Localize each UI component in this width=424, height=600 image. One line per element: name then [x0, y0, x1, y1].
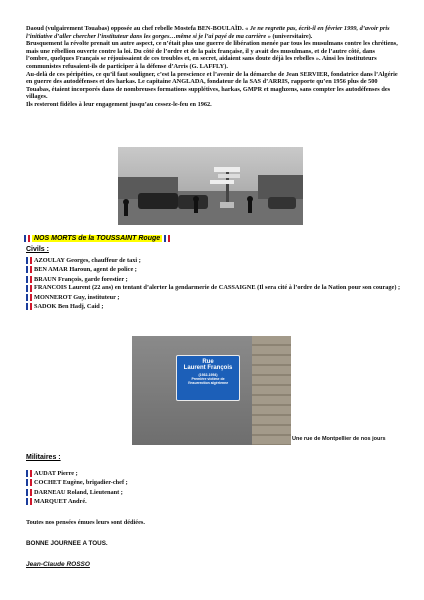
street-sign-photo [132, 336, 291, 445]
historic-photo [118, 147, 303, 225]
section-title: NOS MORTS de la TOUSSAINT Rouge [34, 234, 161, 242]
closing-text: Toutes nos pensées émues leurs sont dédiées. [26, 519, 145, 526]
stone-pillar [252, 336, 291, 445]
french-flag-icon [26, 285, 32, 292]
french-flag-icon [164, 235, 170, 242]
section-title-row [24, 233, 170, 243]
street-scene-image [118, 147, 303, 225]
civils-heading: Civils : [26, 246, 49, 253]
french-flag-icon [26, 470, 32, 477]
french-flag-icon [26, 276, 32, 283]
intro-paragraph-3: Au-delà de ces péripéties, ce qu’il faut souligner, c’est la prescience et l’avenir de la démarche de Jean SERVIER, fondatrice dans l’Algérie en guerre des autodéfenses et des harkas. Le capitaine ANGLADA, fondateur de la SAS d’ARRIS, rapporte qu’en 1956 plus de 500 Touabas, étaient incorporés dans de nombreuses formations supplétives, harkas, GMPR et maghzens, sans compter les autodéfenses des villages. [26, 70, 398, 101]
greeting-text: BONNE JOURNEE A TOUS. [26, 540, 108, 547]
intro-paragraph-2: Brusquement la révolte prenait un autre aspect, ce n’était plus une guerre de libération menée par tous les musulmans contre les chrétiens, mais une rébellion ouverte contre la loi. Du côté de l’ordre et de la paix française, il y avait des musulmans, et de l’autre côté, dans l’ombre, quelques Français se réjouissaient de ces troubles et, en secret, aidaient sans doute déjà les rebelles ». Ainsi les instituteurs communistes refusaient-ils de participer à la défense d’Arris (G. LAFFLY). [26, 40, 398, 70]
french-flag-icon [26, 498, 32, 505]
list-item: SADOK Ben Hadj, Caid ; [26, 302, 406, 311]
intro-text [26, 25, 398, 109]
list-item: COCHET Eugène, brigadier-chef ; [26, 478, 406, 487]
list-item: BRAUN François, garde forestier ; [26, 275, 406, 284]
french-flag-icon [24, 235, 30, 242]
french-flag-icon [26, 489, 32, 496]
list-item: AUDAT Pierre ; [26, 469, 406, 478]
french-flag-icon [26, 303, 32, 310]
list-item: AZOULAY Georges, chauffeur de taxi ; [26, 256, 406, 265]
list-item: DARNEAU Roland, Lieutenant ; [26, 488, 406, 497]
french-flag-icon [26, 294, 32, 301]
intro-paragraph-1: Daoud (vulgairement Touabas) opposée au chef rebelle Mostefa BEN-BOULAÏD. « Je ne regrette pas, écrit-il en février 1999, d’avoir pris l’initiative d’aller chercher l’instituteur dans les gorges…même si je l’ai payé de ma carrière » (universitaire). [26, 25, 390, 40]
french-flag-icon [26, 479, 32, 486]
civils-list [26, 256, 406, 311]
street-sign: Rue Laurent François (1932-1954) Première victime de l'insurrection algérienne [176, 355, 240, 401]
intro-paragraph-4: Ils resteront fidèles à leur engagement jusqu’au cessez-le-feu en 1962. [26, 100, 212, 108]
author-signature: Jean-Claude ROSSO [26, 561, 90, 568]
militaires-list [26, 469, 406, 507]
list-item: FRANCOIS Laurent (22 ans) en tentant d’alerter la gendarmerie de CASSAIGNE (Il sera cité à l’ordre de la Nation pour son courage) ; [26, 284, 406, 292]
photo-caption: Une rue de Montpellier de nos jours [292, 436, 386, 442]
french-flag-icon [26, 257, 32, 264]
militaires-heading: Militaires : [26, 454, 61, 461]
french-flag-icon [26, 266, 32, 273]
list-item: MONNEROT Guy, instituteur ; [26, 293, 406, 302]
list-item: MARQUET André. [26, 497, 406, 506]
list-item: BEN AMAR Haroun, agent de police ; [26, 265, 406, 274]
